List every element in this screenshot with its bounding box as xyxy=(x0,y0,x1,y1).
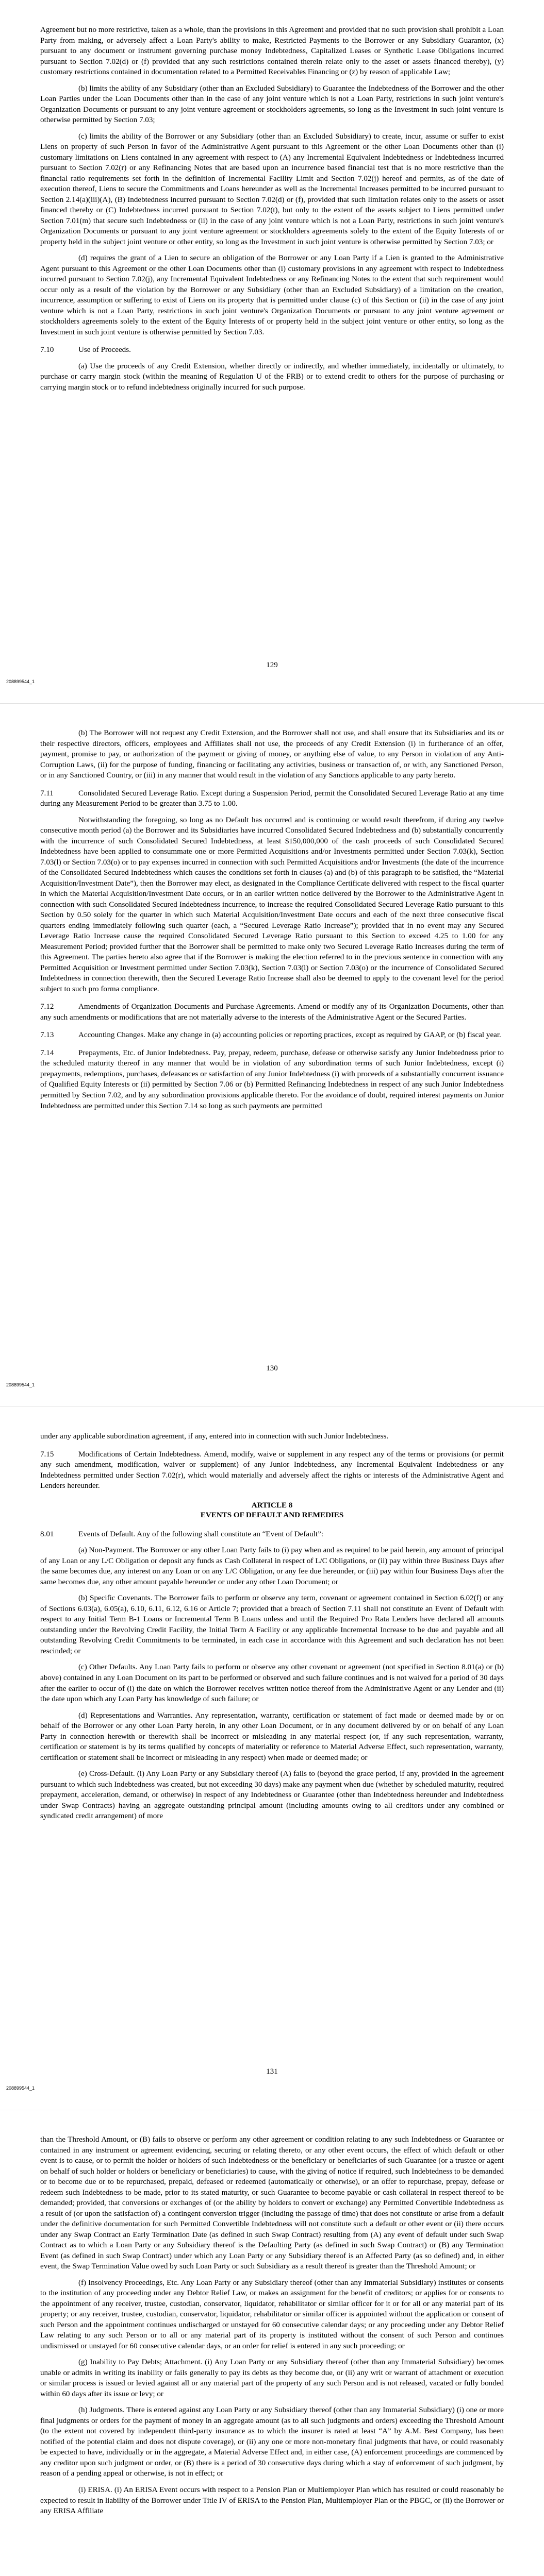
clause-paragraph: (e) Cross-Default. (i) Any Loan Party or any Subsidiary thereof (A) fails to (beyond the grace period, if any, provided in the agreement pursuant to which such Indebtedness was created, but not exceeding 30 days) make any payment when due (whether by scheduled maturity, required prepayment, acceleration, demand, or otherwise) in respect of any Indebtedness or Guarantee (other than Indebtedness hereunder and Indebtedness under Swap Contracts) having an aggregate outstanding principal amount (including amounts owing to all creditors under any combined or syndicated credit arrangement) of more xyxy=(40,1770,504,1821)
article-heading xyxy=(40,1501,504,1521)
section-number: 7.12 xyxy=(40,1003,54,1011)
document-id: 208899544_1 xyxy=(6,2086,35,2091)
section-text: Modifications of Certain Indebtedness. Amend, modify, waive or supplement in any respect any of the terms or provisions (or permit any such amendment, modification, waiver or supplement) of any Junior Indebtedness, any Incremental Equivalent Indebtedness or any Indebtedness permitted under Section 7.02(r), which would materially and adversely affect the rights or interests of the Administrative Agent and Lenders hereunder. xyxy=(40,1450,504,1490)
page-number: 131 xyxy=(266,2067,278,2076)
clause-paragraph: (d) requires the grant of a Lien to secure an obligation of the Borrower or any Loan Party if a Lien is granted to the Administrative Agent pursuant to this Agreement or the other Loan Documents other than (i) customary provisions in any agreement with respect to Indebtedness incurred pursuant to Section 7.02(j), any Incremental Equivalent Indebtedness or any Refinancing Notes to the extent that such requirement would occur only as a result of the violation by the Borrower or any Subsidiary (other than an Excluded Subsidiary) of a limitation on the creation, incurrence, assumption or suffering to exist of Liens on its property that is permitted under clause (c) of this Section or (ii) in the case of any joint venture which is not a Loan Party, restrictions in such joint venture's Organization Documents or pursuant to any joint venture agreement or stockholders agreements solely to the extent of the Equity Interests of or property held in the subject joint venture or other entity, so long as the Investment in such joint venture is otherwise permitted by Section 7.03. xyxy=(40,254,504,336)
clause-paragraph: (g) Inability to Pay Debts; Attachment. (i) Any Loan Party or any Subsidiary thereof (other than any Immaterial Subsidiary) becomes unable or admits in writing its inability or fails generally to pay its debts as they become due, or (ii) any writ or warrant of attachment or execution or similar process is issued or levied against all or any material part of the property of any such Person and is not released, vacated or fully bonded within 60 days after its issue or levy; or xyxy=(40,2358,504,2398)
section-number: 8.01 xyxy=(40,1530,54,1538)
page-divider xyxy=(0,1406,544,1407)
section-paragraph xyxy=(40,1048,504,1111)
section-text: Events of Default. Any of the following shall constitute an “Event of Default”: xyxy=(78,1530,323,1538)
section-text: Prepayments, Etc. of Junior Indebtedness. Pay, prepay, redeem, purchase, defease or otherwise satisfy any Junior Indebtedness prior to the scheduled maturity thereof in any manner that would be in violation of any subordination terms of such Junior Indebtedness, except (i) prepayments, redemptions, purchases, defeasances or satisfaction of any Junior Indebtedness (i) with proceeds of a substantially concurrent issuance of Qualified Equity Interests or (ii) permitted by Section 7.06 or (b) Permitted Refinancing Indebtedness in respect of any such Junior Indebtedness permitted by Section 7.02, and by any subordination provisions applicable thereto. For the avoidance of doubt, required interest payments on Junior Indebtedness are permitted under this Section 7.14 so long as such payments are permitted xyxy=(40,1048,504,1110)
clause-paragraph: (a) Non-Payment. The Borrower or any other Loan Party fails to (i) pay when and as required to be paid herein, any amount of principal of any Loan or any L/C Obligation or deposit any funds as Cash Collateral in respect of L/C Obligations, or (ii) pay within three Business Days after the same becomes due, any interest on any Loan or on any L/C Obligation, or any fee due hereunder, or (iii) pay within four Business Days after the same becomes due, any other amount payable hereunder or under any other Loan Document; or xyxy=(40,1546,504,1586)
clause-paragraph: (a) Use the proceeds of any Credit Extension, whether directly or indirectly, and whether immediately, incidentally or ultimately, to purchase or carry margin stock (within the meaning of Regulation U of the FRB) or to extend credit to others for the purpose of purchasing or carrying margin stock or to refund indebtedness originally incurred for such purpose. xyxy=(40,362,504,392)
clause-paragraph: Notwithstanding the foregoing, so long as no Default has occurred and is continuing or would result therefrom, if during any twelve consecutive month period (a) the Borrower and its Subsidiaries have incurred Consolidated Secured Indebtedness and (b) substantially concurrently with the incurrence of such Consolidated Secured Indebtedness, at least $150,000,000 of the cash proceeds of such Consolidated Secured Indebtedness have been applied to consummate one or more Permitted Acquisitions and/or Investments permitted under Section 7.03(k), Section 7.03(l) or Section 7.03(o) or to pay expenses incurred in connection with such Permitted Acquisitions and/or Investments (the date of the incurrence of the Consolidated Secured Indebtedness which causes the conditions set forth in clauses (a) and (b) of this paragraph to be satisfied, the “Material Acquisition/Investment Date”), then the Borrower may elect, as designated in the Compliance Certificate delivered with respect to the fiscal quarter in which the Material Acquisition/Investment Date occurs, or in an earlier written notice delivered by the Borrower to the Administrative Agent in connection with such Consolidated Secured Indebtedness incurrence, to increase the required Consolidated Secured Leverage Ratio pursuant to this Section by 0.50 solely for the quarter in which such Material Acquisition/Investment Date occurs and each of the next three consecutive fiscal quarters ending immediately following such quarter (each, a “Secured Leverage Ratio Increase”); provided that in no event may any Secured Leverage Ratio Increase cause the required Consolidated Secured Leverage Ratio pursuant to this Section to exceed 4.25 to 1.00 for any Measurement Period; provided further that the Borrower shall be permitted to make only two Secured Leverage Ratio Increases during the term of this Agreement. The parties hereto also agree that if the Borrower is making the election referred to in the previous sentence in connection with any Permitted Acquisition or Investment permitted under Section 7.03(k), Section 7.03(l) or Section 7.03(o) or the incurrence of Consolidated Secured Indebtedness in connection therewith, then the Secured Leverage Ratio Increase shall also be deemed to apply to the covenant level for the period subject to such pro forma compliance. xyxy=(40,816,504,993)
clause-paragraph: (c) limits the ability of the Borrower or any Subsidiary (other than an Excluded Subsidiary) to create, incur, assume or suffer to exist Liens on property of such Person in favor of the Administrative Agent pursuant to this Agreement or the other Loan Documents other than (i) customary limitations on Liens contained in any agreement with respect to (A) any Incremental Equivalent Indebtedness or Indebtedness incurred pursuant to Section 7.02(r) or any Refinancing Notes that are based upon an incurrence based financial test that is no more restrictive than the financial ratio requirements set forth in the definition of Incremental Facility Limit and Section 7.02(j) hereof and permits, as of the date of execution thereof, Liens to secure the Commitments and Loans hereunder as well as the Incremental Increases permitted to be incurred pursuant to Section 2.14(a)(iii)(A), (B) Indebtedness incurred pursuant to Section 7.02(d) or (f), provided that such limitation relates only to the assets or asset financed thereby or (C) Indebtedness incurred pursuant to Section 7.02(t), but only to the extent of the assets subject to Liens permitted under Section 7.01(m) that secure such Indebtedness or (ii) in the case of any joint venture which is not a Loan Party, restrictions in such joint venture's Organization Documents or pursuant to any joint venture agreement or stockholders agreements solely to the extent of the Equity Interests of or property held in the subject joint venture or other entity, so long as the Investment in such joint venture is otherwise permitted by Section 7.03; or xyxy=(40,132,504,246)
section-number: 7.15 xyxy=(40,1450,54,1459)
continued-paragraph: Agreement but no more restrictive, taken as a whole, than the provisions in this Agreement and provided that no such provision shall prohibit a Loan Party from making, or adversely affect a Loan Party's ability to make, Restricted Payments to the Borrower or any Subsidiary Guarantor, (x) pursuant to any document or instrument governing purchase money Indebtedness, Capitalized Leases or Synthetic Lease Obligations incurred pursuant to Section 7.02(d) or (f) provided that any such restrictions contained therein relate only to the asset or assets financed thereby), (y) customary restrictions contained in documentation related to a Permitted Receivables Financing or (z) by reason of applicable Law; xyxy=(40,26,504,77)
section-text: Consolidated Secured Leverage Ratio. Except during a Suspension Period, permit the Consolidated Secured Leverage Ratio at any time during any Measurement Period to be greater than 3.75 to 1.00. xyxy=(40,789,504,808)
continued-paragraph: than the Threshold Amount, or (B) fails to observe or perform any other agreement or condition relating to any such Indebtedness or Guarantee or contained in any instrument or agreement evidencing, securing or relating thereto, or any other event occurs, the effect of which default or other event is to cause, or to permit the holder or holders of such Indebtedness or the beneficiary or beneficiaries of such Guarantee (or a trustee or agent on behalf of such holder or holders or beneficiary or beneficiaries) to cause, with the giving of notice if required, such Indebtedness to be demanded or to become due or to be repurchased, prepaid, defeased or redeemed (automatically or otherwise), or an offer to repurchase, prepay, defease or redeem such Indebtedness to be made, prior to its stated maturity, or such Guarantee to become payable or cash collateral in respect thereof to be demanded; provided, that conversions or exchanges of (or the ability by holders to convert or exchange) any Permitted Convertible Indebtedness as a result of (or upon the satisfaction of) a contingent conversion trigger (including the passage of time) that does not constitute or arise from a default under the definitive documentation for such Permitted Convertible Indebtedness will not constitute such a default or other event or (ii) there occurs under any Swap Contract an Early Termination Date (as defined in such Swap Contract) resulting from (A) any event of default under such Swap Contract as to which a Loan Party or any Subsidiary thereof is the Defaulting Party (as defined in such Swap Contract) or (B) any Termination Event (as defined in such Swap Contract) under which any Loan Party or any Subsidiary thereof is an Affected Party (as so defined) and, in either event, the Swap Termination Value owed by such Loan Party or such Subsidiary as a result thereof is greater than the Threshold Amount; or xyxy=(40,2136,504,2271)
document-page xyxy=(0,703,544,1406)
clause-paragraph: (h) Judgments. There is entered against any Loan Party or any Subsidiary thereof (other than any Immaterial Subsidiary) (i) one or more final judgments or orders for the payment of money in an aggregate amount (as to all such judgments and orders) exceeding the Threshold Amount (to the extent not covered by independent third-party insurance as to which the insurer is rated at least “A” by A.M. Best Company, has been notified of the potential claim and does not dispute coverage), or (ii) any one or more non-monetary final judgments that have, or could reasonably be expected to have, individually or in the aggregate, a Material Adverse Effect and, in either case, (A) enforcement proceedings are commenced by any creditor upon such judgment or order, or (B) there is a period of 30 consecutive days during which a stay of enforcement of such judgment, by reason of a pending appeal or otherwise, is not in effect; or xyxy=(40,2406,504,2478)
section-paragraph xyxy=(40,1002,504,1023)
document-page xyxy=(0,1406,544,2110)
section-text: Amendments of Organization Documents and Purchase Agreements. Amend or modify any of its Organization Documents, other than any such amendments or modifications that are not materially adverse to the interests of the Administrative Agent or the Secured Parties. xyxy=(40,1003,504,1022)
page-number: 130 xyxy=(266,1364,278,1372)
section-number: 7.13 xyxy=(40,1031,54,1040)
section-text: Use of Proceeds. xyxy=(78,346,131,354)
page-body xyxy=(40,1431,504,2063)
page-body xyxy=(40,2134,504,2576)
article-number: ARTICLE 8 xyxy=(251,1501,293,1510)
clause-paragraph: (b) limits the ability of any Subsidiary (other than an Excluded Subsidiary) to Guarantee the Indebtedness of the Borrower and the other Loan Parties under the Loan Documents other than in the case of any joint venture which is not a Loan Party, restrictions in such joint venture's Organization Documents or pursuant to any joint venture agreement or stockholders agreements, so long as the Investment in such joint venture is otherwise permitted by Section 7.03; xyxy=(40,84,504,125)
section-paragraph xyxy=(40,345,504,355)
clause-paragraph: (f) Insolvency Proceedings, Etc. Any Loan Party or any Subsidiary thereof (other than any Immaterial Subsidiary) institutes or consents to the institution of any proceeding under any Debtor Relief Law, or makes an assignment for the benefit of creditors; or applies for or consents to the appointment of any receiver, trustee, custodian, conservator, liquidator, rehabilitator or similar officer for it or for all or any material part of its property; or any receiver, trustee, custodian, conservator, liquidator, rehabilitator or similar officer is appointed without the application or consent of such Person and the appointment continues undischarged or unstayed for 60 consecutive calendar days; or any proceeding under any Debtor Relief Law relating to any such Person or to all or any material part of its property is instituted without the consent of such Person and continues undismissed or unstayed for 60 consecutive calendar days, or an order for relief is entered in any such proceeding; or xyxy=(40,2278,504,2350)
page-body xyxy=(40,25,504,657)
clause-paragraph: (b) Specific Covenants. The Borrower fails to perform or observe any term, covenant or agreement contained in Section 6.02(f) or any of Sections 6.03(a), 6.05(a), 6.10, 6.11, 6.12, 6.16 or Article 7; provided that a breach of Section 7.11 shall not constitute an Event of Default with respect to any Initial Term B-1 Loans or Incremental Term B Loans unless and until the Required Pro Rata Lenders have declared all amounts outstanding under the Revolving Credit Facility, the Initial Term A Facility or any applicable Incremental Increase to be due and payable and all outstanding Revolving Credit Commitments to be terminated, in each case in accordance with this Agreement and such declaration has not been rescinded; or xyxy=(40,1594,504,1655)
article-title: EVENTS OF DEFAULT AND REMEDIES xyxy=(200,1511,344,1520)
section-paragraph xyxy=(40,1529,504,1540)
section-number: 7.11 xyxy=(40,789,54,798)
document-id: 208899544_1 xyxy=(6,1382,35,1387)
section-paragraph xyxy=(40,1030,504,1041)
document-page xyxy=(0,2110,544,2576)
clause-paragraph: (c) Other Defaults. Any Loan Party fails to perform or observe any other covenant or agreement (not specified in Section 8.01(a) or (b) above) contained in any Loan Document on its part to be performed or observed and such failure continues and is not waived for a period of 30 days after the earlier to occur of (i) the date on which the Borrower receives written notice thereof from the Administrative Agent or any Lender and (ii) the date upon which any Loan Party has knowledge of such failure; or xyxy=(40,1663,504,1704)
page-divider xyxy=(0,703,544,704)
clause-paragraph: (d) Representations and Warranties. Any representation, warranty, certification or statement of fact made or deemed made by or on behalf of the Borrower or any other Loan Party herein, in any other Loan Document, or in any document delivered by or on behalf of any Loan Party in connection herewith or therewith shall be incorrect or misleading in any material respect (or, if any such representation, warranty, certification or statement is by its terms qualified by concepts of materiality or reference to Material Adverse Effect, such representation, warranty, certification or statement shall be incorrect or misleading in any respect) when made or deemed made; or xyxy=(40,1711,504,1762)
document-page xyxy=(0,0,544,703)
section-number: 7.10 xyxy=(40,346,54,354)
page-body xyxy=(40,728,504,1360)
page-number: 129 xyxy=(266,661,278,669)
section-paragraph xyxy=(40,1449,504,1492)
clause-paragraph: (b) The Borrower will not request any Credit Extension, and the Borrower shall not use, and shall ensure that its Subsidiaries and its or their respective directors, officers, employees and Affiliates shall not use, the proceeds of any Credit Extension (i) in furtherance of an offer, payment, promise to pay, or authorization of the payment or giving of money, or anything else of value, to any Person in violation of any Anti-Corruption Laws, (ii) for the purpose of funding, financing or facilitating any activities, business or transaction of, or with, any Sanctioned Person, or in any Sanctioned Country, or (iii) in any manner that would result in the violation of any Sanctions applicable to any party hereto. xyxy=(40,729,504,780)
document-id: 208899544_1 xyxy=(6,679,35,684)
section-paragraph xyxy=(40,788,504,809)
continued-paragraph: under any applicable subordination agreement, if any, entered into in connection with such Junior Indebtedness. xyxy=(40,1432,389,1440)
clause-paragraph: (i) ERISA. (i) An ERISA Event occurs with respect to a Pension Plan or Multiemployer Plan which has resulted or could reasonably be expected to result in liability of the Borrower under Title IV of ERISA to the Pension Plan, Multiemployer Plan or the PBGC, or (ii) the Borrower or any ERISA Affiliate xyxy=(40,2485,504,2516)
section-number: 7.14 xyxy=(40,1048,54,1057)
section-text: Accounting Changes. Make any change in (a) accounting policies or reporting practices, except as required by GAAP, or (b) fiscal year. xyxy=(78,1031,501,1040)
